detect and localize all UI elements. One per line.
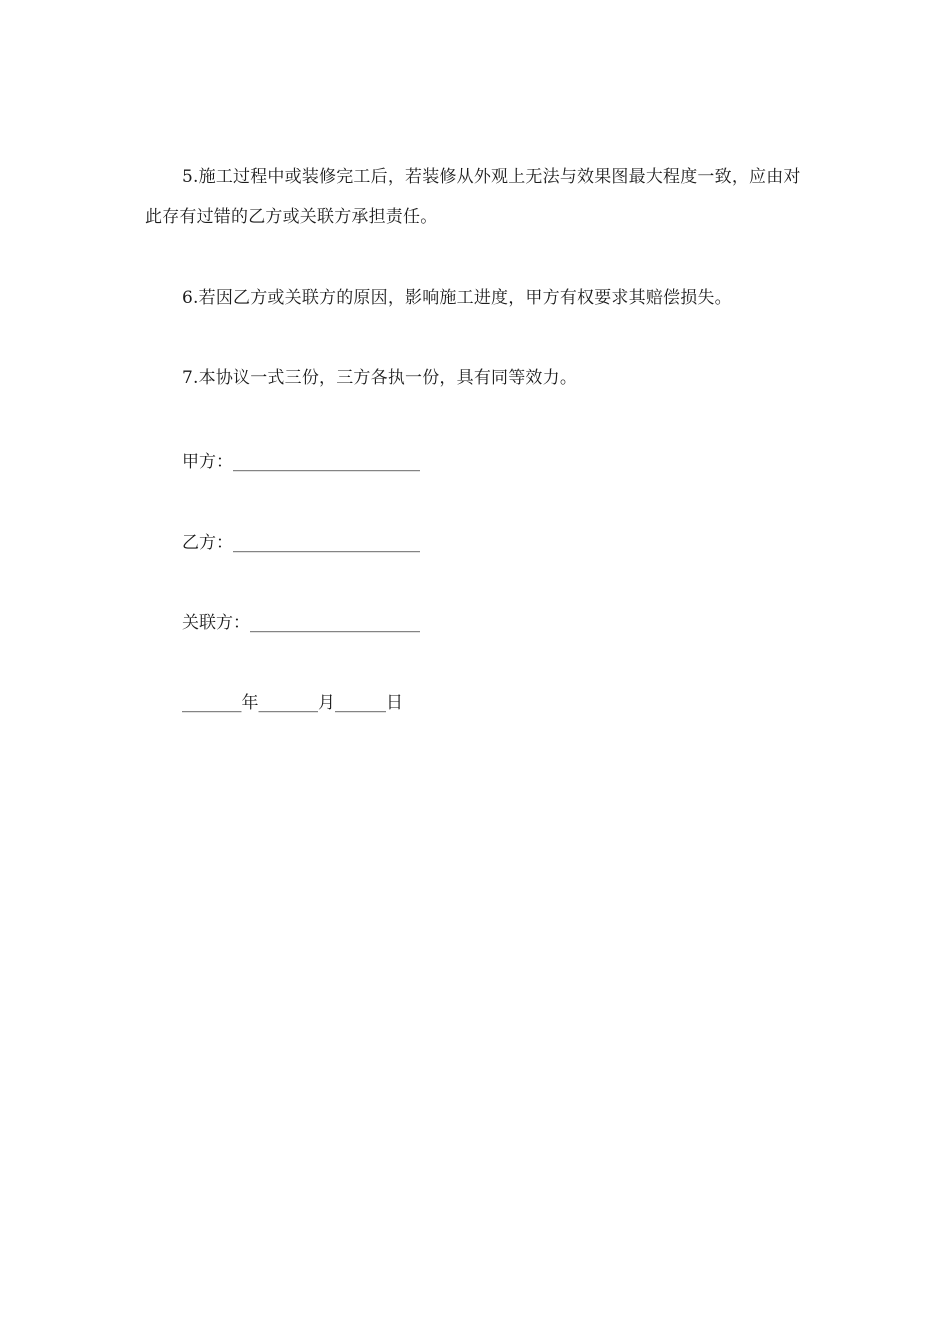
clause-5: 5.施工过程中或装修完工后，若装修从外观上无法与效果图最大程度一致，应由对此存有过错的乙方或关联方承担责任。	[145, 167, 801, 227]
clause-6: 6.若因乙方或关联方的原因，影响施工进度，甲方有权要求其赔偿损失。	[182, 288, 732, 308]
date-line: _______年_______月______日	[182, 693, 403, 713]
related-party-signature-line: 关联方：____________________	[182, 613, 420, 633]
party-b-signature-line: 乙方：______________________	[182, 533, 420, 553]
party-a-signature-line: 甲方：______________________	[182, 452, 420, 472]
clause-7: 7.本协议一式三份，三方各执一份，具有同等效力。	[182, 368, 578, 388]
